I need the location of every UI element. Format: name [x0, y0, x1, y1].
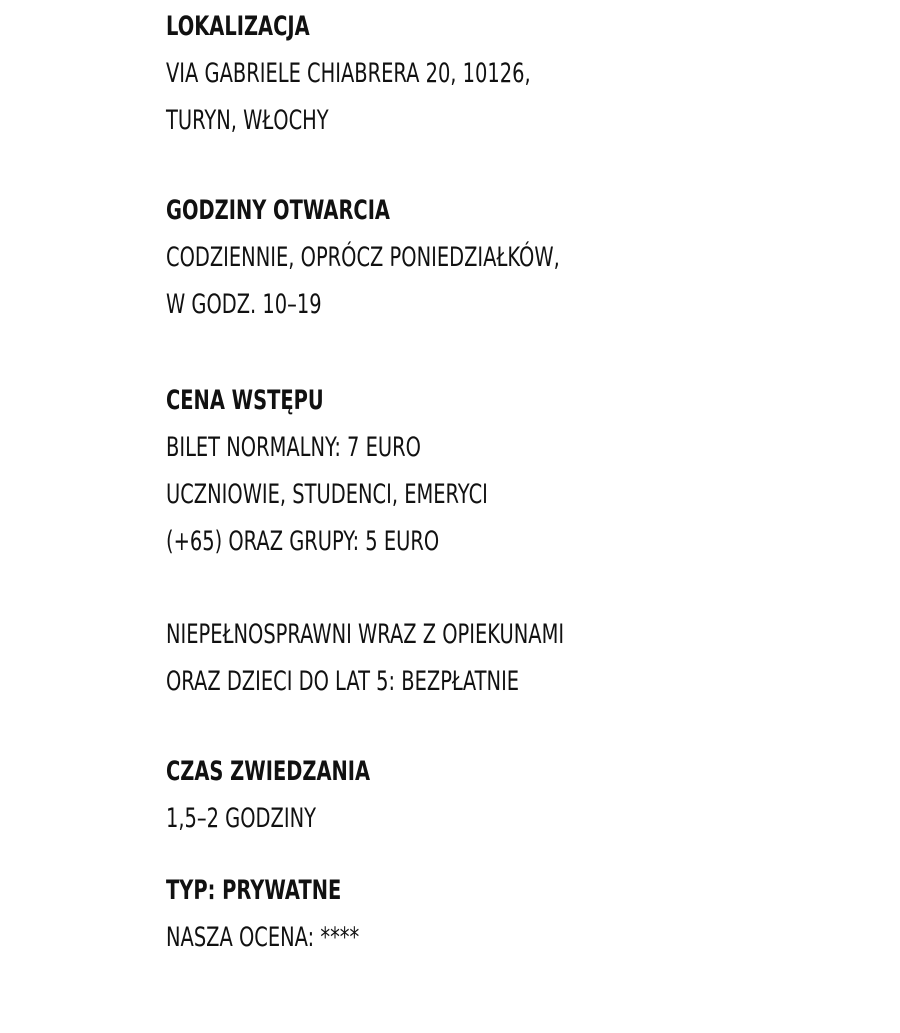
- admission-price-heading: CENA WSTĘPU: [166, 385, 324, 416]
- free-entry-line-2: ORAZ DZIECI DO LAT 5: BEZPŁATNIE: [166, 666, 520, 697]
- opening-hours-line-2: W GODZ. 10–19: [166, 289, 322, 320]
- location-address-line-1: VIA GABRIELE CHIABRERA 20, 10126,: [166, 58, 531, 89]
- visit-time-heading: CZAS ZWIEDZANIA: [166, 756, 371, 787]
- location-section: [166, 3, 886, 144]
- opening-hours-section: [166, 187, 886, 328]
- admission-price-line-3: (+65) ORAZ GRUPY: 5 EURO: [166, 526, 440, 557]
- free-entry-line-1: NIEPEŁNOSPRAWNI WRAZ Z OPIEKUNAMI: [166, 619, 565, 650]
- rating-line: NASZA OCENA: ****: [166, 922, 360, 953]
- admission-price-line-1: BILET NORMALNY: 7 EURO: [166, 432, 421, 463]
- admission-price-line-2: UCZNIOWIE, STUDENCI, EMERYCI: [166, 479, 488, 510]
- opening-hours-heading: GODZINY OTWARCIA: [166, 195, 390, 226]
- museum-type-heading: TYP: PRYWATNE: [166, 875, 342, 906]
- visit-time-value: 1,5–2 GODZINY: [166, 803, 316, 834]
- free-entry-section: [166, 611, 886, 705]
- opening-hours-line-1: CODZIENNIE, OPRÓCZ PONIEDZIAŁKÓW,: [166, 242, 560, 273]
- location-heading: LOKALIZACJA: [166, 11, 310, 42]
- location-address-line-2: TURYN, WŁOCHY: [166, 105, 329, 136]
- type-rating-section: [166, 867, 886, 961]
- visit-time-section: [166, 748, 886, 842]
- admission-price-section: [166, 377, 886, 565]
